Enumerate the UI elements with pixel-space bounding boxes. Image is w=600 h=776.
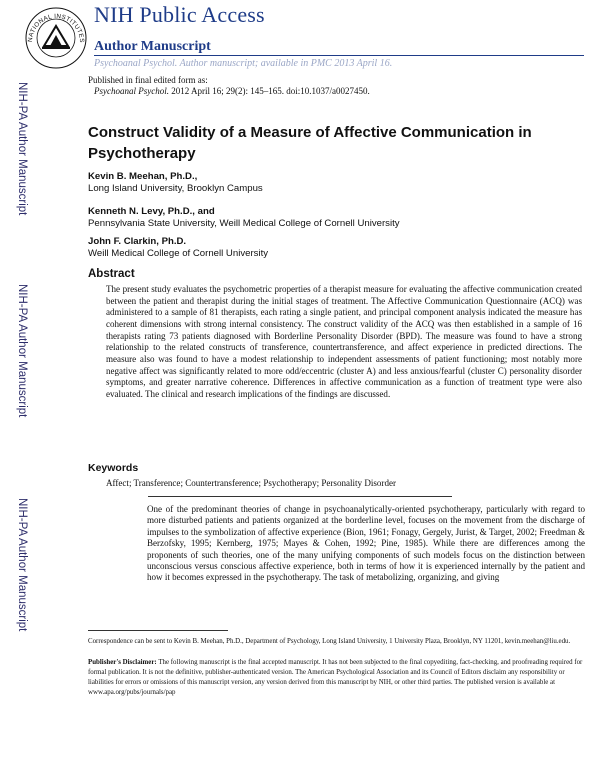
- citation-details: 2012 April 16; 29(2): 145–165. doi:10.1037/a0027450.: [168, 86, 370, 96]
- nih-public-access-title: NIH Public Access: [94, 2, 265, 27]
- author-name: Kevin B. Meehan, Ph.D.,: [88, 171, 198, 182]
- side-label-middle: NIH-PA Author Manuscript: [16, 284, 28, 418]
- author-block: [88, 171, 263, 195]
- author-affiliation: Pennsylvania State University, Weill Medical College of Cornell University: [88, 218, 400, 229]
- disclaimer-label: Publisher's Disclaimer:: [88, 659, 157, 666]
- correspondence-note: Correspondence can be sent to Kevin B. Meehan, Ph.D., Department of Psychology, Long Island University, 1 University Plaza, Brooklyn, NY 11201, kevin.meehan@liu.edu.: [88, 638, 571, 645]
- side-label-top: NIH-PA Author Manuscript: [16, 82, 28, 216]
- author-name: John F. Clarkin, Ph.D.: [88, 236, 187, 247]
- keywords-text: Affect; Transference; Countertransference; Psychotherapy; Personality Disorder: [106, 478, 396, 488]
- footnote-rule: [88, 630, 228, 631]
- author-block: [88, 236, 268, 260]
- author-affiliation: Long Island University, Brooklyn Campus: [88, 183, 263, 194]
- introduction-text: One of the predominant theories of change in psychoanalytically-oriented psychotherapy, particularly with regard to more disturbed patients and patients organized at the borderline level, focuses on the movement from the discharge of impulses to the symbolization of affective experience (Bion, 1961; Fonagy, Gergely, Jurist, & Target, 2002; Freedman & Berzofsky, 1995; Kernberg, 1975; Mayes & Cohen, 1992; Pine, 1985). While there are differences among the proponents of such theories, one of the many unifying components of such models focus on the distinction between unconscious versus conscious affective experience, both in terms of how it is experienced internally by the patient and how it becomes expressed in the psychotherapy. The task of metabolizing, organizing, and giving: [147, 504, 585, 583]
- publisher-disclaimer: [88, 658, 584, 698]
- side-label-bottom: NIH-PA Author Manuscript: [16, 498, 28, 632]
- nih-seal-logo: [22, 4, 90, 72]
- citation-line: [94, 86, 370, 96]
- abstract-text: The present study evaluates the psychometric properties of a therapist measure for evaluating the affective communication created between the patient and therapist during the initial stages of treatment. The Affective Communication Questionnaire (ACQ) was administered to a sample of 81 therapists, each rating a single patient, and principal component analysis indicated the measure has coherent dimensions with strong internal consistency. The construct validity of the ACQ was then established in a sample of 16 therapists rating 73 patients diagnosed with Borderline Personality Disorder (BPD). The measure was found to have a strong relationship to the related constructs of transference, countertransference, and affect experience in predicted directions. The measure also was found to have a modest relationship to independent assessments of patient functioning; most notably more negative affect was significantly related to more odd/eccentric (cluster A) and less anxious/fearful (cluster C) personality disorder symptoms, and greater narrative coherence. Differences in affective communication as a function of treatment type were also evaluated. The clinical and research implications of the findings are discussed.: [106, 284, 582, 399]
- journal-name: Psychoanal Psychol.: [94, 86, 169, 96]
- svg-text:NATIONAL INSTITUTES OF HEALTH: NATIONAL INSTITUTES: [26, 12, 86, 44]
- section-divider: [148, 496, 452, 497]
- author-block: [88, 206, 400, 230]
- availability-note: Psychoanal Psychol. Author manuscript; available in PMC 2013 April 16.: [94, 58, 393, 69]
- header-rule: [94, 55, 584, 56]
- abstract-heading: Abstract: [88, 268, 135, 280]
- keywords-heading: Keywords: [88, 462, 139, 474]
- author-affiliation: Weill Medical College of Cornell University: [88, 248, 269, 259]
- author-name: Kenneth N. Levy, Ph.D., and: [88, 206, 215, 217]
- disclaimer-text: The following manuscript is the final accepted manuscript. It has not been subjected to the final copyediting, fact-checking, and proofreading required for formal publication. It is not the definitive, publisher-authenticated version. The American Psychological Association and its Council of Editors disclaim any responsibility or liabilities for errors or omissions of this manuscript version, any version derived from this manuscript by NIH, or other third parties. The published version is available at www.apa.org/pubs/journals/pap: [88, 659, 583, 696]
- article-title: Construct Validity of a Measure of Affective Communication in Psychotherapy: [88, 124, 532, 162]
- author-manuscript-label: Author Manuscript: [94, 39, 211, 54]
- published-note: Published in final edited form as:: [88, 75, 208, 85]
